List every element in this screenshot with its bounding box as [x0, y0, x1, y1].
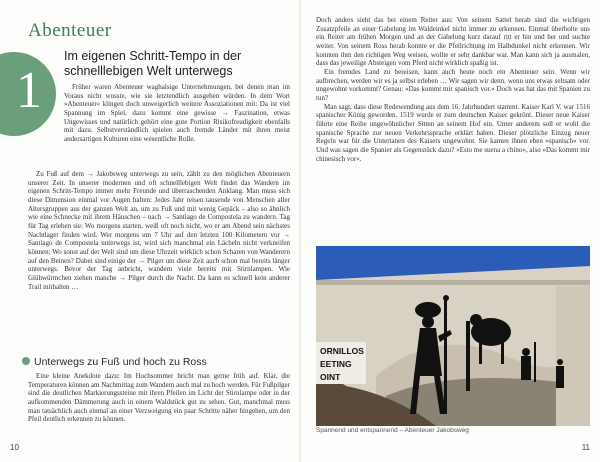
main-text-block [28, 170, 290, 291]
paragraph: Doch anders sieht das bei einem Reiter aus: Von seinem Sattel herab sind die wichtigen Zusatzpfeile an einer Gabelung im Waldeinkel nicht immer zu erkennen. Einmal überholte uns ein Reiter am frühen Morgen und an der Gabelung kurz darauf ritt er hin und her und suchte weiter. Von seinem Ross herab konnte er die Pfeilrichtung im Halbdunkel nicht erkennen. Wir konnten ihm den richtigen Weg weisen, wollte er sehr dankbar war. Man kann sich ja ausmalen, dass das jeweilige Absteigen vom Pferd nicht wirklich spaßig ist. [316, 16, 590, 68]
mural-photo [316, 246, 590, 426]
intro-paragraph: Früher waren Abenteuer waghalsige Unternehmungen, bei denen man im Voraus nicht wusste, wie sie letztendlich ausgehen würden. In dem Wort »Abenteuer« klingen doch unweigerlich weitere Assoziationen mit: Da ist viel Spannung im Spiel, dazu kommt eine gewisse → Faszination, etwas Ungewisses und natürlich gehört eine gute Portion Risikofreudigkeit ebenfalls mit dazu. Selbstverständlich spielen auch fremde Länder mit ihren meist andersartigen Kulturen eine wesentliche Rolle. [64, 83, 290, 143]
photo-caption: Spannend und entspannend – Abenteuer Jakobsweg [316, 427, 469, 434]
sign-text-1: ORNILLOS [320, 346, 364, 356]
section-heading: Im eigenen Schritt-Tempo in der schnelllebigen Welt unterwegs [64, 49, 242, 78]
mural-photo-illustration [316, 246, 590, 426]
paragraph: Man sagt, dass diese Redewendung aus dem 16. Jahrhundert stammt. Kaiser Karl V. war 1516 spanischer König geworden. 1519 wurde er zum deutschen Kaiser gekrönt. Dieser neue Kaiser führte eine Reihe ungewöhnlicher Sitten an seinem Hof ein. Unter anderem soll er wohl die spanische Sprache zur neuen Verkehrssprache erklärt haben. Dieser plötzliche Einzug neuer Regeln war für die Untertanen des Kaisers ungewohnt. Sie kamen ihnen eben »spanisch« vor. Und was sagen die Spanier als Gegenstück dazu? »Esto me suena a chino«, also »Das kommt mir chinesisch vor«. [316, 102, 590, 163]
paragraph: Ein fremdes Land zu bereisen, kann auch heute noch ein Abenteuer sein. Wenn wir aufbrechen, werden wir es ja selbst erleben … Wir sagen wir denn, wenn uns etwas seltsam oder ungewohnt vorkommt? Genau: »Das kommt mir spanisch vor.« Doch was hat das mit Spanien zu tun? [316, 67, 590, 102]
page-number-left: 10 [10, 443, 19, 452]
intro-text-block [64, 83, 290, 144]
sign-text-3: OINT [320, 372, 341, 382]
closing-text-block [28, 372, 290, 424]
sign-text-2: EETING [320, 359, 352, 369]
paragraph: Eine kleine Anekdote dazu: Im Hochsommer bricht man gerne früh auf. Klar, die Temperaturen können am Nachmittag zum Wandern auch mal zu hoch werden. Für Fußpilger sind die deutlichen Markierungssteine mit ihren Pfeilen im Licht der Stirnlampe oder in der aufkommenden Dämmerung auch in einem Waldstück gut zu sehen. Gut, manchmal muss man tatsächlich auch einmal an einer Verzweigung ein paar Schritte näher hingehen, um den Pfeil deutlich erkennen zu können. [28, 372, 290, 424]
page-number-right: 11 [581, 443, 590, 452]
chapter-title: Abenteuer [28, 20, 112, 41]
chapter-number: 1 [16, 62, 42, 119]
subheading: Unterwegs zu Fuß und hoch zu Ross [34, 356, 207, 368]
chapter-number-badge [0, 52, 56, 136]
subheading-bullet [22, 357, 30, 365]
paragraph: Zu Fuß auf dem → Jakobsweg unterwegs zu sein, zählt zu den möglichen Abenteuern unserer Zeit. In unserer modernen und oft schnelllebigen Welt findet das Wandern im eigenen Schritt-Tempo immer mehr Freunde und überraschenden Anklang. Man muss sich diese Dimension einmal vor Augen halten: Jedes Jahr reisen tausende von Menschen aller Altersgruppen aus der ganzen Welt an, um zu Fuß und mit wenig Gepäck – also so ähnlich wie eine Schnecke mit ihrem Häuschen – nach → Santiago de Compostela zu wandern. Tag für Tag erleben sie: Wo morgens starten, weiß oft noch nicht, wo er am Abend sein nächstes Nachtlager finden wird. Wer morgens um 7 Uhr auf den letzten 100 Kilometern vor → Santiago de Compostela unterwegs ist, wird sich manchmal ein Lächeln nicht verkneifen können: Wo sonst auf der Welt sind um diese Uhrzeit wirklich schon Scharen von Wanderern auf den Beinen? Dabei sind einige der → Pilger um diese Zeit auch schon mal bereits länger unterwegs. Bevor der Tag anbricht, wandern viele bereits mit Stirnlampen. Wie Glühwürmchen ziehen manche → Pilger durch die Nacht. Da kann es schnell kein anderer Trail mithalten … [28, 170, 290, 291]
right-text-block [316, 16, 590, 163]
right-page [300, 0, 600, 462]
